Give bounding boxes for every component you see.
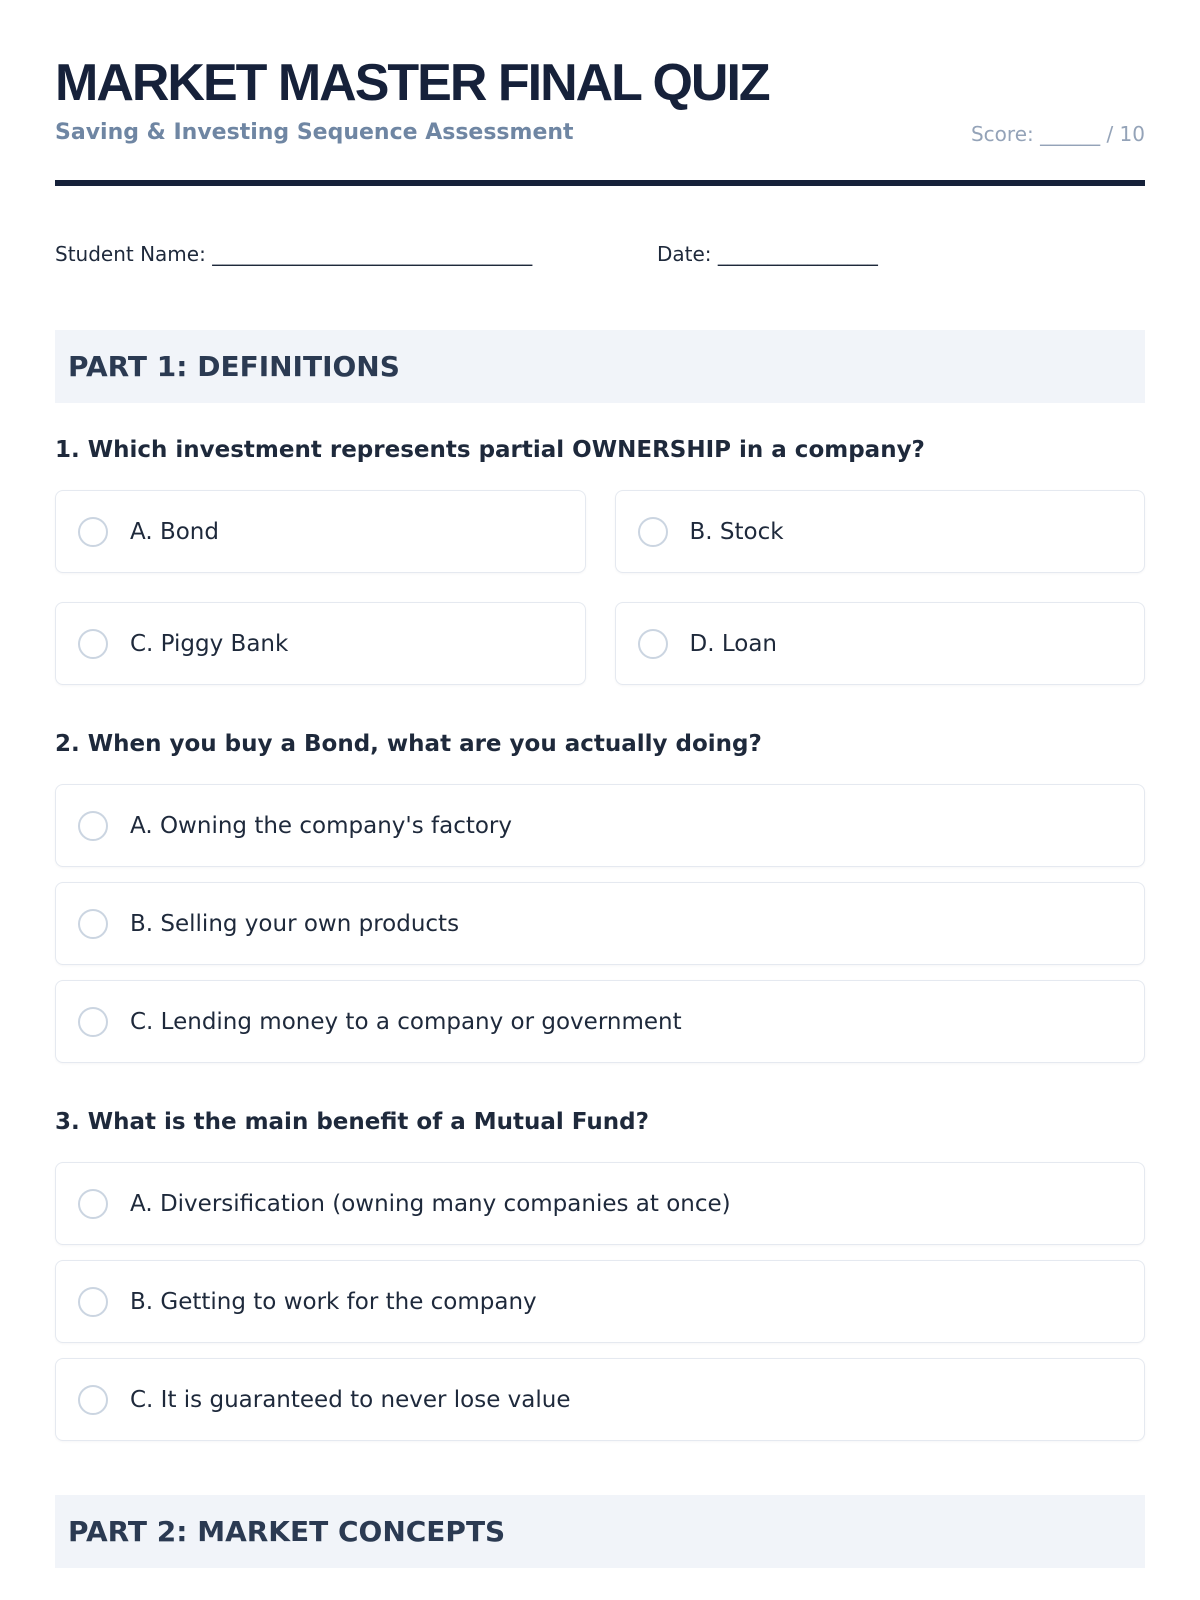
- q1-option-d[interactable]: [615, 602, 1146, 685]
- option-label: C. Piggy Bank: [130, 630, 289, 657]
- radio-icon[interactable]: [78, 1385, 108, 1415]
- q3-option-c[interactable]: [55, 1358, 1145, 1441]
- q2-option-c[interactable]: [55, 980, 1145, 1063]
- option-label: B. Selling your own products: [130, 910, 460, 937]
- option-label: A. Diversification (owning many companies at once): [130, 1190, 731, 1217]
- q3-option-b[interactable]: [55, 1260, 1145, 1343]
- question-3-options: [55, 1162, 1145, 1441]
- radio-icon[interactable]: [78, 811, 108, 841]
- question-2-options: [55, 784, 1145, 1063]
- option-label: B. Getting to work for the company: [130, 1288, 537, 1315]
- question-3: 3. What is the main benefit of a Mutual Fund?: [55, 1109, 649, 1135]
- question-2: 2. When you buy a Bond, what are you actually doing?: [55, 731, 762, 757]
- radio-icon[interactable]: [638, 517, 668, 547]
- part2-heading: PART 2: MARKET CONCEPTS: [55, 1495, 1145, 1568]
- q1-option-a[interactable]: [55, 490, 586, 573]
- q1-option-b[interactable]: [615, 490, 1146, 573]
- option-label: B. Stock: [689, 518, 784, 545]
- q1-option-c[interactable]: [55, 602, 586, 685]
- option-label: A. Bond: [130, 518, 219, 545]
- student-info: [55, 242, 1145, 272]
- quiz-subtitle: Saving & Investing Sequence Assessment: [55, 120, 574, 145]
- question-1-options: [55, 490, 1145, 685]
- question-1: 1. Which investment represents partial OWNERSHIP in a company?: [55, 437, 925, 463]
- header-divider: [55, 180, 1145, 186]
- radio-icon[interactable]: [78, 1007, 108, 1037]
- part1-heading: PART 1: DEFINITIONS: [55, 330, 1145, 403]
- student-name-field[interactable]: Student Name: ________________________________: [55, 242, 533, 266]
- score-field: Score: ______ / 10: [970, 122, 1145, 146]
- radio-icon[interactable]: [78, 1287, 108, 1317]
- date-field[interactable]: Date: ________________: [657, 242, 878, 266]
- radio-icon[interactable]: [78, 1189, 108, 1219]
- quiz-title: MARKET MASTER FINAL QUIZ: [55, 54, 769, 112]
- option-label: C. It is guaranteed to never lose value: [130, 1386, 571, 1413]
- q3-option-a[interactable]: [55, 1162, 1145, 1245]
- radio-icon[interactable]: [78, 629, 108, 659]
- q2-option-a[interactable]: [55, 784, 1145, 867]
- q2-option-b[interactable]: [55, 882, 1145, 965]
- option-label: D. Loan: [689, 630, 777, 657]
- quiz-header: [55, 0, 1145, 146]
- option-label: C. Lending money to a company or government: [130, 1008, 682, 1035]
- radio-icon[interactable]: [638, 629, 668, 659]
- option-label: A. Owning the company's factory: [130, 812, 512, 839]
- radio-icon[interactable]: [78, 909, 108, 939]
- radio-icon[interactable]: [78, 517, 108, 547]
